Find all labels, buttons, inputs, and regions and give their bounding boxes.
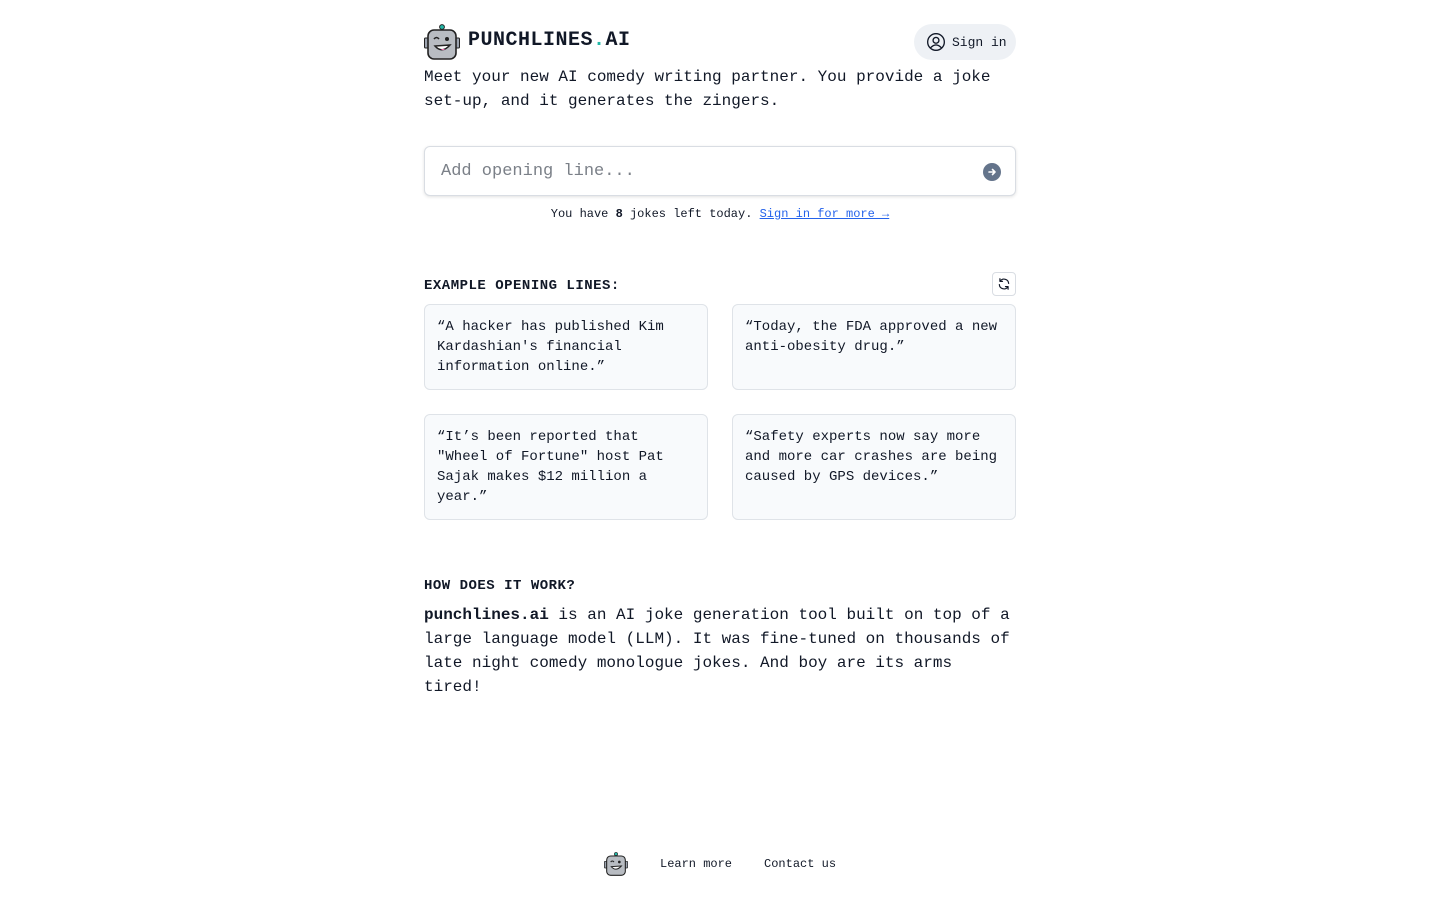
sign-in-button[interactable] (914, 24, 1016, 60)
how-title: HOW DOES IT WORK? (424, 578, 576, 594)
examples-title: EXAMPLE OPENING LINES: (424, 278, 620, 294)
refresh-icon (997, 277, 1011, 291)
contact-us-link[interactable]: Contact us (764, 857, 837, 871)
quota-count: 8 (615, 207, 623, 221)
opening-line-input[interactable] (441, 147, 971, 195)
example-card[interactable]: “Safety experts now say more and more car crashes are being caused by GPS devices.” (732, 414, 1016, 520)
arrow-right-icon (986, 166, 998, 178)
quota-prefix: You have (550, 207, 609, 221)
intro-text: Meet your new AI comedy writing partner. You provide a joke set-up, and it generates the zingers. (424, 68, 991, 110)
how-brand: punchlines.ai (424, 606, 549, 624)
refresh-examples-button[interactable] (992, 272, 1016, 296)
quota-suffix: jokes left today. (629, 207, 753, 221)
submit-button[interactable] (983, 163, 1001, 181)
robot-face-icon[interactable] (424, 24, 460, 60)
sign-in-for-more-link[interactable]: Sign in for more → (759, 207, 890, 221)
brand-tail: AI (605, 29, 631, 52)
robot-face-icon[interactable] (604, 852, 628, 876)
how-body: is an AI joke generation tool built on top of a large language model (LLM). It was fine-tuned on thousands of late night comedy monologue jokes. And boy are its arms tired! (424, 606, 1010, 696)
example-card[interactable]: “A hacker has published Kim Kardashian's financial information online.” (424, 304, 708, 390)
example-card[interactable]: “Today, the FDA approved a new anti-obesity drug.” (732, 304, 1016, 390)
header (424, 24, 1016, 60)
brand-name[interactable] (468, 29, 631, 52)
learn-more-link[interactable]: Learn more (660, 857, 733, 871)
brand-dot: . (593, 29, 606, 52)
opening-line-box (424, 146, 1016, 196)
user-circle-icon (926, 32, 946, 52)
how-description (424, 603, 1016, 699)
example-card[interactable]: “It’s been reported that "Wheel of Fortune" host Pat Sajak makes $12 million a year.” (424, 414, 708, 520)
brand-main: PUNCHLINES (468, 29, 594, 52)
quota-line (424, 207, 1016, 221)
footer (604, 852, 836, 876)
sign-in-label: Sign in (952, 34, 1007, 50)
